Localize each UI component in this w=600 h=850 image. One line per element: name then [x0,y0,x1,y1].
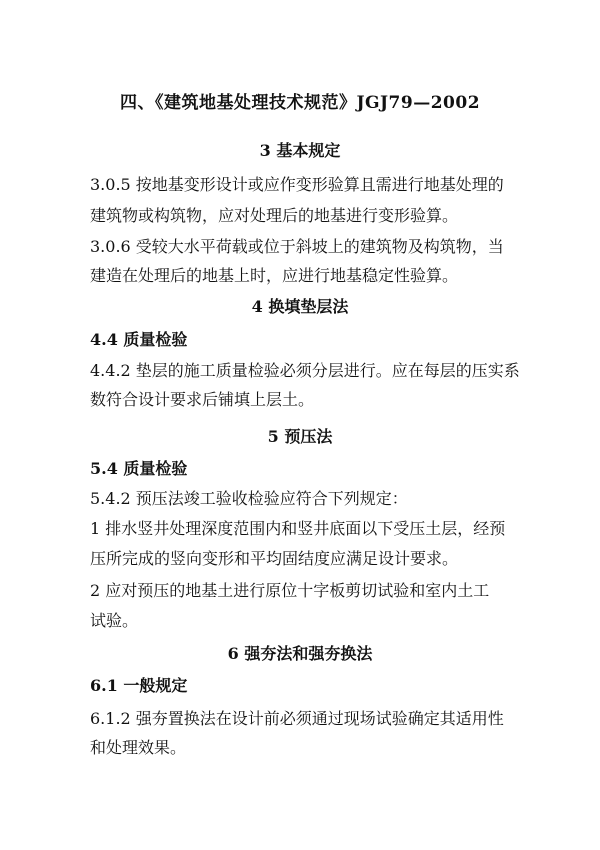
document-title: 四、《建筑地基处理技术规范》JGJ79—2002 [119,93,481,113]
paragraph-line: 数符合设计要求后铺填上层土。 [90,390,315,409]
list-item-line: 试验。 [90,611,139,630]
subsection-heading-5-4: 5.4 质量检验 [90,459,188,478]
section-heading-5: 5 预压法 [267,427,333,446]
paragraph-line: 3.0.6 受较大水平荷载或位于斜坡上的建筑物及构筑物，当 [90,237,504,256]
paragraph-line: 4.4.2 垫层的施工质量检验必须分层进行。应在每层的压实系 [90,361,520,380]
subsection-heading-4-4: 4.4 质量检验 [90,330,188,349]
paragraph-line: 建筑物或构筑物，应对处理后的地基进行变形验算。 [90,206,459,225]
subsection-heading-6-1: 6.1 一般规定 [90,676,188,695]
list-item-line: 压所完成的竖向变形和平均固结度应满足设计要求。 [90,549,459,568]
paragraph-line: 3.0.5 按地基变形设计或应作变形验算且需进行地基处理的 [90,175,504,194]
paragraph-line: 6.1.2 强夯置换法在设计前必须通过现场试验确定其适用性 [90,709,504,728]
list-item-line: 2 应对预压的地基土进行原位十字板剪切试验和室内土工 [90,581,490,600]
section-heading-6: 6 强夯法和强夯换法 [227,644,373,663]
list-item-line: 1 排水竖井处理深度范围内和竖井底面以下受压土层，经预 [90,519,506,538]
paragraph-line: 和处理效果。 [90,738,187,757]
section-heading-4: 4 换填垫层法 [251,297,349,316]
paragraph-line: 5.4.2 预压法竣工验收检验应符合下列规定： [90,489,408,508]
section-heading-3: 3 基本规定 [259,141,341,160]
paragraph-line: 建造在处理后的地基上时，应进行地基稳定性验算。 [90,266,459,285]
